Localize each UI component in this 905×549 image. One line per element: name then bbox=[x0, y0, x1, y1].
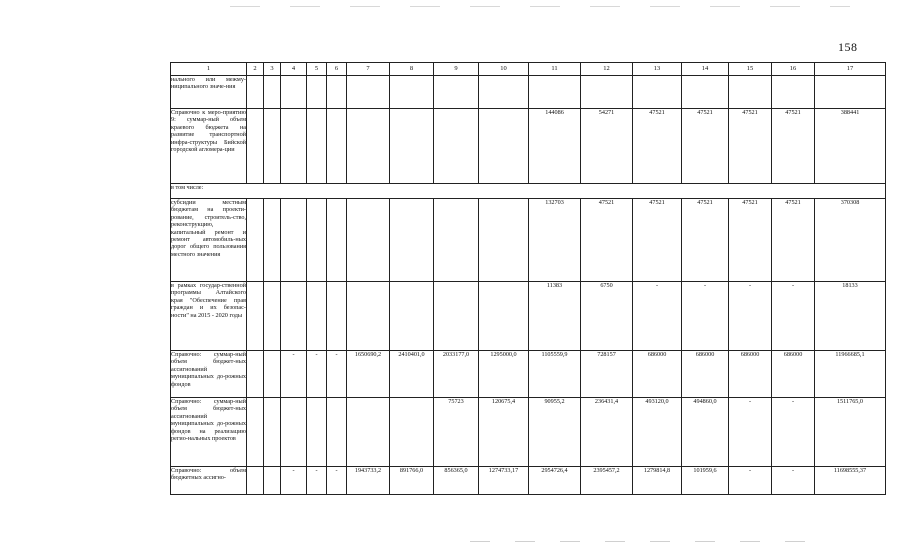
table-cell bbox=[327, 76, 347, 109]
column-header: 8 bbox=[390, 63, 434, 76]
row-label: Справочно: суммар-ный объем бюджет-ных ассигнований муниципальных до-рожных фондов на реализацию регио-нальных проектов bbox=[171, 398, 247, 467]
table-cell: 47521 bbox=[581, 199, 633, 282]
column-header: 6 bbox=[327, 63, 347, 76]
table-cell bbox=[281, 76, 307, 109]
column-header: 13 bbox=[633, 63, 682, 76]
table-cell bbox=[479, 199, 529, 282]
table-cell bbox=[434, 109, 479, 184]
table-cell bbox=[247, 199, 264, 282]
table-cell bbox=[264, 76, 281, 109]
column-header: 14 bbox=[682, 63, 729, 76]
column-header: 9 bbox=[434, 63, 479, 76]
row-label: нального или межму-ниципального значе-ния bbox=[171, 76, 247, 109]
table-cell: 47521 bbox=[682, 199, 729, 282]
table-cell bbox=[479, 109, 529, 184]
table-cell bbox=[247, 76, 264, 109]
row-label: в рамках государ-ственной программы Алтайского края "Обеспечение прав граждан и их безопас-ности" на 2015 - 2020 годы bbox=[171, 282, 247, 351]
budget-table bbox=[170, 62, 886, 495]
table-cell bbox=[281, 109, 307, 184]
table-cell: - bbox=[281, 351, 307, 398]
table-cell: 47521 bbox=[682, 109, 729, 184]
table-cell: 686000 bbox=[772, 351, 815, 398]
table-cell bbox=[815, 76, 886, 109]
table-cell bbox=[390, 282, 434, 351]
table-cell bbox=[264, 467, 281, 495]
table-cell bbox=[347, 199, 390, 282]
table-cell bbox=[434, 282, 479, 351]
column-header: 15 bbox=[729, 63, 772, 76]
table-cell bbox=[682, 76, 729, 109]
table-cell: - bbox=[281, 467, 307, 495]
table-cell bbox=[327, 282, 347, 351]
section-label: в том числе: bbox=[171, 184, 886, 199]
table-cell: 493120,0 bbox=[633, 398, 682, 467]
table-cell: 75723 bbox=[434, 398, 479, 467]
table-cell: 101959,6 bbox=[682, 467, 729, 495]
table-row bbox=[171, 467, 886, 495]
table-cell: 6750 bbox=[581, 282, 633, 351]
table-cell: 47521 bbox=[772, 199, 815, 282]
table-cell: 2954726,4 bbox=[529, 467, 581, 495]
table-cell: 120675,4 bbox=[479, 398, 529, 467]
table-cell: 18133 bbox=[815, 282, 886, 351]
table-cell: 2410401,0 bbox=[390, 351, 434, 398]
table-cell: - bbox=[307, 467, 327, 495]
table-cell: - bbox=[633, 282, 682, 351]
table-cell bbox=[529, 76, 581, 109]
table-cell bbox=[264, 282, 281, 351]
table-cell bbox=[434, 199, 479, 282]
column-header: 16 bbox=[772, 63, 815, 76]
table-cell: 686000 bbox=[633, 351, 682, 398]
table-cell: 1295000,0 bbox=[479, 351, 529, 398]
column-header: 7 bbox=[347, 63, 390, 76]
table-cell bbox=[347, 398, 390, 467]
table-cell: 54271 bbox=[581, 109, 633, 184]
table-cell bbox=[347, 76, 390, 109]
table-row bbox=[171, 351, 886, 398]
table-cell bbox=[390, 76, 434, 109]
table-cell: 47521 bbox=[633, 109, 682, 184]
table-cell bbox=[247, 467, 264, 495]
table-cell: 47521 bbox=[772, 109, 815, 184]
table-cell bbox=[327, 109, 347, 184]
row-label: Справочно: суммар-ный объем бюджет-ных ассигнований муниципальных до-рожных фондов bbox=[171, 351, 247, 398]
table-cell bbox=[307, 282, 327, 351]
table-cell: 1279814,8 bbox=[633, 467, 682, 495]
table-cell bbox=[307, 109, 327, 184]
table-cell: - bbox=[682, 282, 729, 351]
table-cell bbox=[729, 76, 772, 109]
table-row bbox=[171, 199, 886, 282]
table-cell bbox=[247, 398, 264, 467]
table-cell: 856365,0 bbox=[434, 467, 479, 495]
page-number: 158 bbox=[838, 40, 858, 54]
scan-artifact-bottom bbox=[470, 541, 810, 542]
table-cell: 2395457,2 bbox=[581, 467, 633, 495]
column-header: 3 bbox=[264, 63, 281, 76]
column-header: 5 bbox=[307, 63, 327, 76]
table-cell bbox=[434, 76, 479, 109]
row-label: субсидии местным бюджетам на проекти-рование, строитель-ство, реконструкцию, капитальный ремонт и ремонт автомобиль-ных дорог общего пользования местного значения bbox=[171, 199, 247, 282]
table-cell: 1511765,0 bbox=[815, 398, 886, 467]
table-cell: 891766,0 bbox=[390, 467, 434, 495]
table-cell: 236431,4 bbox=[581, 398, 633, 467]
table-row bbox=[171, 398, 886, 467]
column-header: 11 bbox=[529, 63, 581, 76]
table-cell bbox=[327, 199, 347, 282]
column-header: 17 bbox=[815, 63, 886, 76]
column-header: 4 bbox=[281, 63, 307, 76]
table-cell: 132703 bbox=[529, 199, 581, 282]
table-cell bbox=[247, 282, 264, 351]
table-cell: 728157 bbox=[581, 351, 633, 398]
table-cell: - bbox=[729, 398, 772, 467]
table-cell: 494860,0 bbox=[682, 398, 729, 467]
table-cell: 370308 bbox=[815, 199, 886, 282]
column-header: 10 bbox=[479, 63, 529, 76]
table-cell: 1650690,2 bbox=[347, 351, 390, 398]
table-cell bbox=[347, 109, 390, 184]
table-cell: 686000 bbox=[729, 351, 772, 398]
table-row bbox=[171, 109, 886, 184]
table-cell: 1943733,2 bbox=[347, 467, 390, 495]
table-cell: - bbox=[772, 398, 815, 467]
table-cell: 47521 bbox=[633, 199, 682, 282]
table-cell: - bbox=[307, 351, 327, 398]
table-cell: 47521 bbox=[729, 199, 772, 282]
table-cell: 1274733,17 bbox=[479, 467, 529, 495]
table-row bbox=[171, 76, 886, 109]
column-header: 2 bbox=[247, 63, 264, 76]
table-cell bbox=[247, 351, 264, 398]
table-cell: 90955,2 bbox=[529, 398, 581, 467]
table-cell: 388441 bbox=[815, 109, 886, 184]
table-cell bbox=[307, 76, 327, 109]
table-cell bbox=[264, 351, 281, 398]
scan-artifact-top bbox=[230, 6, 850, 7]
table-cell bbox=[347, 282, 390, 351]
table-cell bbox=[307, 199, 327, 282]
header-row bbox=[171, 63, 886, 76]
column-header: 1 bbox=[171, 63, 247, 76]
table-cell bbox=[479, 76, 529, 109]
table-cell: 11966685,1 bbox=[815, 351, 886, 398]
table-cell: - bbox=[729, 282, 772, 351]
table-cell: 2033177,0 bbox=[434, 351, 479, 398]
table-row bbox=[171, 282, 886, 351]
table-cell bbox=[281, 398, 307, 467]
table-cell: 11383 bbox=[529, 282, 581, 351]
table-cell bbox=[390, 398, 434, 467]
table-cell: 686000 bbox=[682, 351, 729, 398]
table-cell: 11698555,37 bbox=[815, 467, 886, 495]
table-cell bbox=[390, 109, 434, 184]
table-cell bbox=[264, 398, 281, 467]
table-cell: 1105559,9 bbox=[529, 351, 581, 398]
table-cell bbox=[390, 199, 434, 282]
table-cell bbox=[307, 398, 327, 467]
table-cell bbox=[281, 199, 307, 282]
table-cell bbox=[772, 76, 815, 109]
table-cell bbox=[479, 282, 529, 351]
table-cell: - bbox=[772, 282, 815, 351]
table-cell bbox=[581, 76, 633, 109]
table-cell: 144086 bbox=[529, 109, 581, 184]
section-row bbox=[171, 184, 886, 199]
table-cell bbox=[327, 398, 347, 467]
table-cell: 47521 bbox=[729, 109, 772, 184]
table-cell bbox=[633, 76, 682, 109]
table-cell: - bbox=[327, 351, 347, 398]
table-cell: - bbox=[772, 467, 815, 495]
table-cell: - bbox=[327, 467, 347, 495]
column-header: 12 bbox=[581, 63, 633, 76]
table-cell bbox=[264, 199, 281, 282]
row-label: Справочно: объем бюджетных ассигно- bbox=[171, 467, 247, 495]
table-cell bbox=[281, 282, 307, 351]
table-cell: - bbox=[729, 467, 772, 495]
table-cell bbox=[264, 109, 281, 184]
table-cell bbox=[247, 109, 264, 184]
row-label: Справочно к меро-приятию 9: суммар-ный объем краевого бюджета на развитие транспортной инфра-структуры Бийской городской агломера-ции bbox=[171, 109, 247, 184]
